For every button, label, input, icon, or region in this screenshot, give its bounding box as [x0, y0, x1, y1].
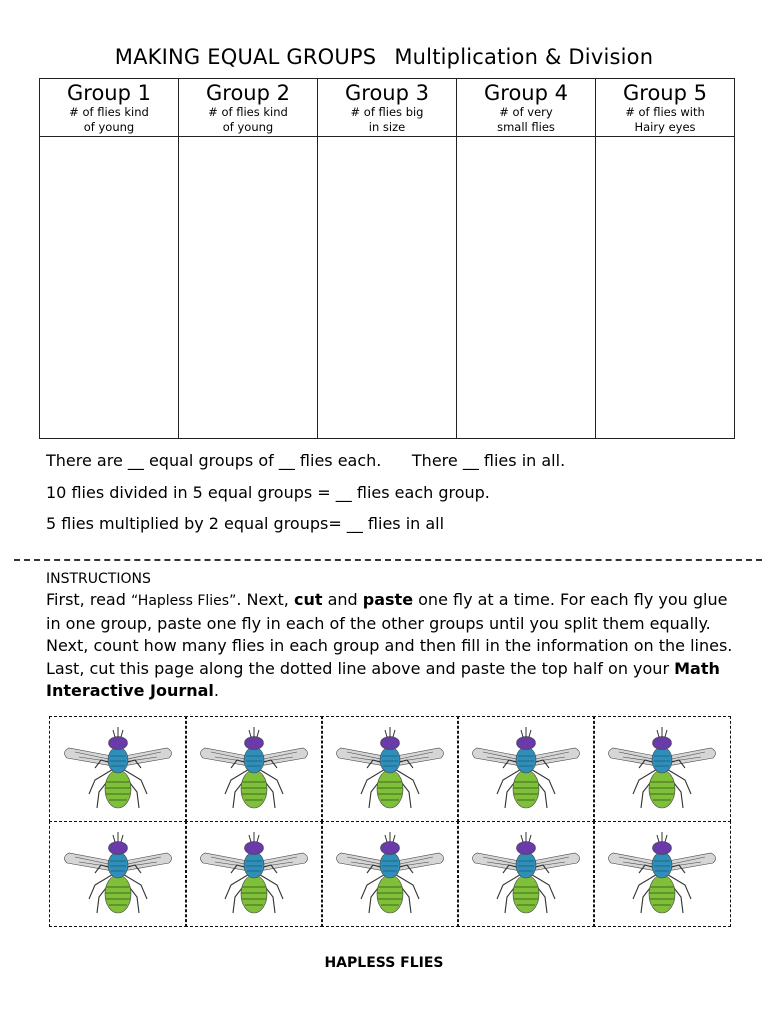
- groups-table: [39, 78, 735, 439]
- instructions-text: First, read “Hapless Flies”. Next, cut and paste one fly at a time. For each fly you glue in one group, paste one fly in each of the other groups until you split them equally. Next, count how many flies in each group and then fill in the information on the lines. Last, cut this page along the dotted line above and paste the top half on your Math Interactive Journal.: [46, 590, 733, 700]
- group-header-1: Group 1 # of flies kind of young: [40, 79, 179, 137]
- fly-icon: [463, 720, 589, 818]
- group-box-2[interactable]: [179, 137, 318, 439]
- fly-cutout-1[interactable]: [49, 716, 187, 822]
- group-box-5[interactable]: [596, 137, 735, 439]
- page-title: [0, 45, 768, 69]
- cut-line: [14, 559, 762, 561]
- title-main: MAKING EQUAL GROUPS: [114, 45, 377, 69]
- title-sub: Multiplication & Division: [394, 45, 654, 69]
- fly-icon: [599, 720, 725, 818]
- footer-title: HAPLESS FLIES: [324, 955, 444, 971]
- fly-cutout-6[interactable]: [49, 821, 187, 927]
- sentence-division: 10 flies divided in 5 equal groups = __ flies each group.: [46, 483, 490, 502]
- fly-icon: [599, 825, 725, 923]
- group-box-4[interactable]: [457, 137, 596, 439]
- group-header-5: Group 5 # of flies with Hairy eyes: [596, 79, 735, 137]
- fly-icon: [55, 720, 181, 818]
- sentence-groups: There are __ equal groups of __ flies each. There __ flies in all.: [46, 451, 566, 470]
- groups-header-row: [40, 79, 735, 137]
- fly-cutout-2[interactable]: [185, 716, 323, 822]
- groups-body-row: [40, 137, 735, 439]
- fly-icon: [463, 825, 589, 923]
- fly-icon: [191, 825, 317, 923]
- group-header-3: Group 3 # of flies big in size: [318, 79, 457, 137]
- group-box-3[interactable]: [318, 137, 457, 439]
- fly-icon: [327, 720, 453, 818]
- fly-cutout-4[interactable]: [457, 716, 595, 822]
- group-header-2: Group 2 # of flies kind of young: [179, 79, 318, 137]
- fly-cutout-8[interactable]: [321, 821, 459, 927]
- group-header-4: Group 4 # of very small flies: [457, 79, 596, 137]
- fly-cutout-3[interactable]: [321, 716, 459, 822]
- instructions-heading: INSTRUCTIONS: [46, 571, 151, 587]
- fly-icon: [55, 825, 181, 923]
- fly-cutout-10[interactable]: [593, 821, 731, 927]
- group-box-1[interactable]: [40, 137, 179, 439]
- fly-cutouts-grid: [50, 717, 730, 926]
- sentence-multiplication: 5 flies multiplied by 2 equal groups= __ flies in all: [46, 514, 445, 533]
- fly-icon: [327, 825, 453, 923]
- fly-cutout-5[interactable]: [593, 716, 731, 822]
- fly-cutout-7[interactable]: [185, 821, 323, 927]
- fly-cutout-9[interactable]: [457, 821, 595, 927]
- fly-icon: [191, 720, 317, 818]
